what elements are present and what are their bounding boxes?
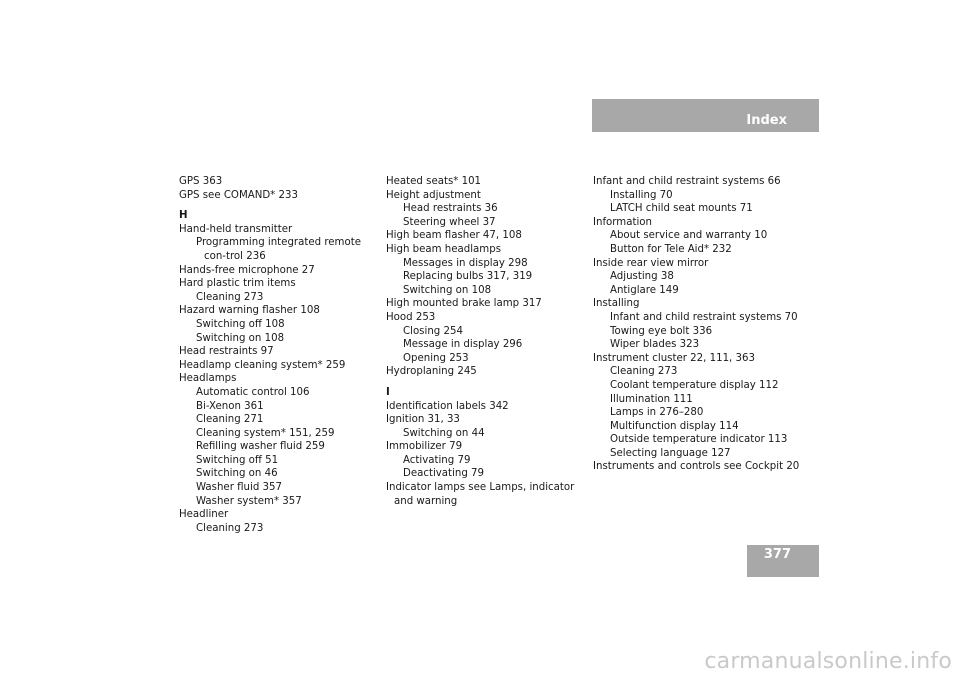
index-entry: High mounted brake lamp 317 xyxy=(386,298,542,310)
index-entry: Hand-held transmitter xyxy=(179,223,293,235)
index-entry: Hood 253 xyxy=(386,311,436,323)
index-subentry: Opening 253 xyxy=(403,352,469,364)
index-entry: Identification labels 342 xyxy=(386,400,509,412)
index-subentry: Cleaning 271 xyxy=(196,414,264,426)
index-subentry: Message in display 296 xyxy=(403,339,523,351)
index-entry: Installing xyxy=(593,298,640,310)
index-subentry: Bi-Xenon 361 xyxy=(196,400,264,412)
index-subentry: Coolant temperature display 112 xyxy=(610,379,779,391)
index-entry: Infant and child restraint systems 66 xyxy=(593,176,781,187)
index-entry: Headlamp cleaning system* 259 xyxy=(179,359,346,371)
section-tab xyxy=(592,99,819,132)
index-subentry: Lamps in 276–280 xyxy=(610,407,704,419)
index-subentry: Adjusting 38 xyxy=(610,271,674,283)
index-subentry: Messages in display 298 xyxy=(403,257,528,269)
index-subentry: Towing eye bolt 336 xyxy=(610,325,713,337)
index-entry: Height adjustment xyxy=(386,189,481,201)
page-number-box xyxy=(747,545,819,577)
index-subentry: LATCH child seat mounts 71 xyxy=(610,203,753,215)
index-subentry: Activating 79 xyxy=(403,454,471,466)
index-letter-heading: I xyxy=(386,386,390,398)
index-subentry: Installing 70 xyxy=(610,189,673,201)
index-entry: Headlamps xyxy=(179,373,237,385)
index-subentry: Washer fluid 357 xyxy=(196,482,282,494)
index-entry: Hard plastic trim items xyxy=(179,278,296,290)
index-entry: Information xyxy=(593,216,652,228)
index-letter-heading: H xyxy=(179,210,188,222)
index-entry: Heated seats* 101 xyxy=(386,176,482,187)
index-subentry: About service and warranty 10 xyxy=(610,230,768,242)
index-subentry: Automatic control 106 xyxy=(196,386,310,398)
index-entry: Ignition 31, 33 xyxy=(386,414,460,426)
index-subentry: Multifunction display 114 xyxy=(610,420,739,432)
index-subentry: Outside temperature indicator 113 xyxy=(610,434,788,446)
index-subentry: Switching on 44 xyxy=(403,427,485,439)
index-subentry: Switching on 46 xyxy=(196,468,278,480)
index-entry: Inside rear view mirror xyxy=(593,257,709,269)
index-entry: Head restraints 97 xyxy=(179,346,274,358)
index-entry: Immobilizer 79 xyxy=(386,441,463,453)
index-subentry: Switching on 108 xyxy=(403,284,492,296)
index-column-1 xyxy=(179,175,379,535)
index-subentry: Replacing bulbs 317, 319 xyxy=(403,271,533,283)
section-tab-label: Index xyxy=(746,113,787,128)
index-subentry: Infant and child restraint systems 70 xyxy=(610,311,798,323)
index-subentry: Deactivating 79 xyxy=(403,468,485,480)
index-entry: Hydroplaning 245 xyxy=(386,366,477,378)
index-subentry: Head restraints 36 xyxy=(403,203,498,215)
index-subentry: Button for Tele Aid* 232 xyxy=(610,243,732,255)
index-entry: Instruments and controls see Cockpit 20 xyxy=(593,461,800,473)
index-column-3 xyxy=(593,175,808,474)
index-subentry: Closing 254 xyxy=(403,325,463,337)
watermark: carmanualsonline.info xyxy=(704,649,952,674)
index-subentry: Cleaning 273 xyxy=(610,366,678,378)
index-subentry: Programming integrated remote con-trol 236 xyxy=(196,237,365,262)
index-subentry: Selecting language 127 xyxy=(610,447,731,459)
index-entry: GPS 363 xyxy=(179,176,223,187)
index-subentry: Cleaning 273 xyxy=(196,522,264,534)
index-entry: Instrument cluster 22, 111, 363 xyxy=(593,352,755,364)
index-subentry: Refilling washer fluid 259 xyxy=(196,441,325,453)
index-entry: Hazard warning flasher 108 xyxy=(179,305,320,317)
index-entry: High beam flasher 47, 108 xyxy=(386,230,522,242)
index-subentry: Switching on 108 xyxy=(196,332,285,344)
index-entry: High beam headlamps xyxy=(386,243,501,255)
page-number: 377 xyxy=(763,547,791,562)
index-subentry: Steering wheel 37 xyxy=(403,216,496,228)
index-subentry: Cleaning system* 151, 259 xyxy=(196,427,335,439)
index-subentry: Cleaning 273 xyxy=(196,291,264,303)
index-entry: Headliner xyxy=(179,509,229,521)
index-entry: Indicator lamps see Lamps, indicator and warning xyxy=(386,482,578,507)
index-entry: GPS see COMAND* 233 xyxy=(179,189,298,201)
index-subentry: Washer system* 357 xyxy=(196,495,302,507)
index-entry: Hands-free microphone 27 xyxy=(179,264,315,276)
index-subentry: Antiglare 149 xyxy=(610,284,679,296)
index-subentry: Switching off 51 xyxy=(196,454,279,466)
index-column-2 xyxy=(386,175,586,508)
index-subentry: Switching off 108 xyxy=(196,318,285,330)
index-subentry: Illumination 111 xyxy=(610,393,693,405)
index-subentry: Wiper blades 323 xyxy=(610,339,700,351)
